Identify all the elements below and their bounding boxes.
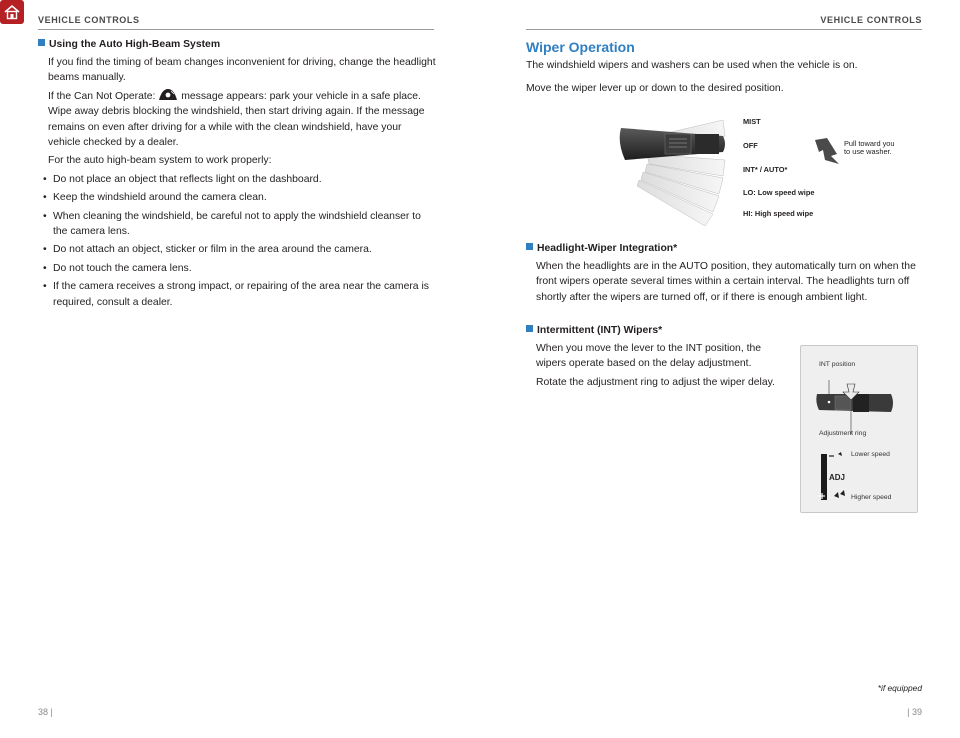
list-item: • Keep the windshield around the camera clean. <box>43 192 267 204</box>
intermittent-wipers-p2: Rotate the adjustment ring to adjust the wiper delay. <box>536 376 775 388</box>
svg-text:ADJ: ADJ <box>829 473 846 482</box>
header-left-title: VEHICLE CONTROLS <box>38 15 140 25</box>
home-icon[interactable] <box>0 0 24 24</box>
headlight-wiper-heading: Headlight-Wiper Integration* <box>526 242 924 256</box>
section-marker <box>526 325 533 332</box>
list-item: • Do not place an object that reflects light on the dashboard. <box>43 173 322 185</box>
camera-warning-icon <box>158 88 178 101</box>
header-rule-right <box>526 29 922 30</box>
list-item: • Do not touch the camera lens. <box>43 262 192 274</box>
wiper-intro-text: The windshield wipers and washers can be used when the vehicle is on. <box>526 60 858 71</box>
page-number-left: 38 | <box>38 707 53 717</box>
list-item: • When cleaning the windshield, be careful not to apply the windshield cleanser to the camera lens. <box>43 210 421 238</box>
auto-high-beam-p2: If the Can Not Operate: message appears: park your vehicle in a safe place. Wipe away debris blocking the windshield, then start driving again. If the message remains on even after driving for a while with the clean windshield, have your vehicle checked by a dealer. <box>48 89 436 151</box>
lever-label-hi: HI: High speed wipe <box>743 209 814 218</box>
higher-speed-label: Higher speed <box>851 494 892 501</box>
page-number-right: | 39 <box>907 707 922 717</box>
header-rule-left <box>38 29 434 30</box>
list-item: • If the camera receives a strong impact, or repairing of the area near the camera is required, consult a dealer. <box>43 281 429 308</box>
headlight-wiper-section <box>526 242 924 308</box>
lever-label-mist: MIST <box>743 117 761 126</box>
adjustment-ring-icon <box>815 376 905 436</box>
intermittent-wipers-heading: Intermittent (INT) Wipers* <box>526 324 788 338</box>
wiper-operation-title: Wiper Operation <box>526 39 635 55</box>
int-position-label: INT position <box>819 361 856 368</box>
washer-note: Pull toward you to use washer. <box>844 139 895 157</box>
int-adjustment-diagram <box>800 345 918 513</box>
headlight-wiper-text: When the headlights are in the AUTO position, they automatically turn on when the front wipers operate several times within a certain interval. The headlights turn off shortly after the wipers are turned off, or if there is enough ambient light. <box>536 261 916 303</box>
section-marker <box>526 243 533 250</box>
section-marker <box>38 39 45 46</box>
wiper-lever-diagram <box>615 108 925 226</box>
adjustment-ring-label: Adjustment ring <box>819 430 867 437</box>
header-right-title: VEHICLE CONTROLS <box>820 15 922 25</box>
lower-speed-label: Lower speed <box>851 451 890 458</box>
list-item: • Do not attach an object, sticker or film in the area around the camera. <box>43 244 372 256</box>
washer-arrow-icon <box>813 136 841 166</box>
wiper-lever-text: Move the wiper lever up or down to the desired position. <box>526 83 784 94</box>
lever-label-int: INT* / AUTO* <box>743 165 788 174</box>
left-column <box>38 38 436 313</box>
intermittent-wipers-section <box>526 324 788 393</box>
intermittent-wipers-p1: When you move the lever to the INT position, the wipers operate based on the delay adjustment. <box>536 343 762 370</box>
adj-ring-speed-icon <box>817 450 847 502</box>
auto-high-beam-p3: For the auto high-beam system to work properly: <box>48 155 272 167</box>
lever-label-lo: LO: Low speed wipe <box>743 188 815 197</box>
wiper-lever-icon <box>615 108 735 226</box>
lever-label-off: OFF <box>743 141 758 150</box>
auto-high-beam-p1: If you find the timing of beam changes inconvenient for driving, change the headlight beams manually. <box>48 57 436 84</box>
footnote: *if equipped <box>877 683 922 693</box>
auto-high-beam-heading: Using the Auto High-Beam System <box>38 38 436 52</box>
